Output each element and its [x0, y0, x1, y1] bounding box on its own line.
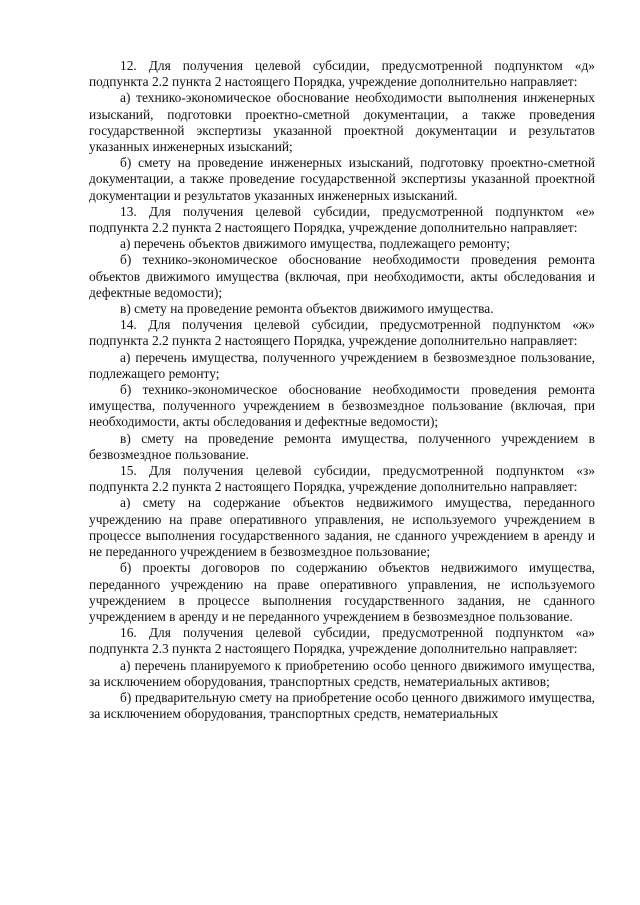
paragraph-14-intro: 14. Для получения целевой субсидии, предусмотренной подпунктом «ж» подпункта 2.2 пункта 2 настоящего Порядка, учреждение дополнительно направляет: [89, 317, 595, 349]
paragraph-12-a: а) технико-экономическое обоснование необходимости выполнения инженерных изысканий, подготовки проектно-сметной документации, а также проведения государственной экспертизы указанной проектной документации и результатов указанных инженерных изысканий; [89, 90, 595, 155]
paragraph-14-a: а) перечень имущества, полученного учреждением в безвозмездное пользование, подлежащего ремонту; [89, 349, 595, 381]
paragraph-12-intro: 12. Для получения целевой субсидии, предусмотренной подпунктом «д» подпункта 2.2 пункта 2 настоящего Порядка, учреждение дополнительно направляет: [89, 58, 595, 90]
paragraph-15-intro: 15. Для получения целевой субсидии, предусмотренной подпунктом «з» подпункта 2.2 пункта 2 настоящего Порядка, учреждение дополнительно направляет: [89, 463, 595, 495]
paragraph-13-b: б) технико-экономическое обоснование необходимости проведения ремонта объектов движимого имущества (включая, при необходимости, акты обследования и дефектные ведомости); [89, 252, 595, 300]
paragraph-16-intro: 16. Для получения целевой субсидии, предусмотренной подпунктом «а» подпункта 2.3 пункта 2 настоящего Порядка, учреждение дополнительно направляет: [89, 625, 595, 657]
paragraph-15-a: а) смету на содержание объектов недвижимого имущества, переданного учреждению на праве оперативного управления, не используемого учреждением в процессе выполнения государственного задания, не сданного учреждением в аренду и не переданного учреждением в безвозмездное пользование; [89, 495, 595, 560]
paragraph-16-a: а) перечень планируемого к приобретению особо ценного движимого имущества, за исключением оборудования, транспортных средств, нематериальных активов; [89, 657, 595, 689]
paragraph-13-a: а) перечень объектов движимого имущества, подлежащего ремонту; [120, 236, 510, 252]
document-page [89, 58, 595, 722]
paragraph-13-intro: 13. Для получения целевой субсидии, предусмотренной подпунктом «е» подпункта 2.2 пункта 2 настоящего Порядка, учреждение дополнительно направляет: [89, 203, 595, 236]
paragraph-14-c: в) смету на проведение ремонта имущества, полученного учреждением в безвозмездное пользование. [89, 430, 595, 462]
paragraph-13-c: в) смету на проведение ремонта объектов движимого имущества. [120, 301, 494, 317]
paragraph-15-b: б) проекты договоров по содержанию объектов недвижимого имущества, переданного учреждению на праве оперативного управления, не используемого учреждением в процессе выполнения государственного задания, не сданного учреждением в аренду и не переданного учреждением в безвозмездное пользование. [89, 560, 595, 624]
paragraph-14-b: б) технико-экономическое обоснование необходимости проведения ремонта имущества, полученного учреждением в безвозмездное пользование (включая, при необходимости, акты обследования и дефектные ведомости); [89, 382, 595, 430]
paragraph-16-b: б) предварительную смету на приобретение особо ценного движимого имущества, за исключением оборудования, транспортных средств, нематериальных [89, 689, 595, 722]
paragraph-12-b: б) смету на проведение инженерных изысканий, подготовку проектно-сметной документации, а также проведение государственной экспертизы указанной проектной документации и результатов указанных инженерных изысканий. [89, 155, 595, 203]
